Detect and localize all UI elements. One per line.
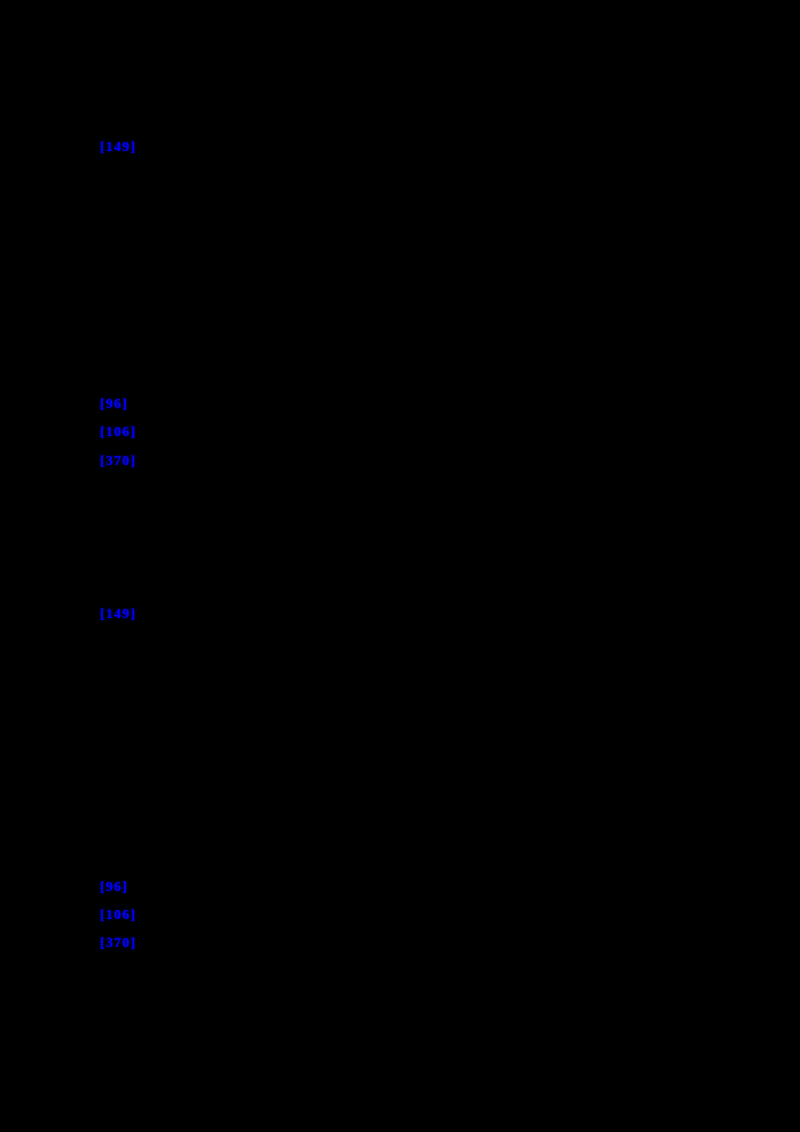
citation-link-group1-item2[interactable]: [106] bbox=[100, 425, 137, 440]
citation-link-group2-item2[interactable]: [106] bbox=[100, 908, 137, 923]
citation-link-group1-item3[interactable]: [370] bbox=[100, 454, 137, 469]
citation-link-top[interactable]: [149] bbox=[100, 140, 137, 155]
citation-link-group2-item3[interactable]: [370] bbox=[100, 936, 137, 951]
citation-link-middle[interactable]: [149] bbox=[100, 607, 137, 622]
citation-link-group1-item1[interactable]: [96] bbox=[100, 397, 129, 412]
citation-link-group2-item1[interactable]: [96] bbox=[100, 880, 129, 895]
